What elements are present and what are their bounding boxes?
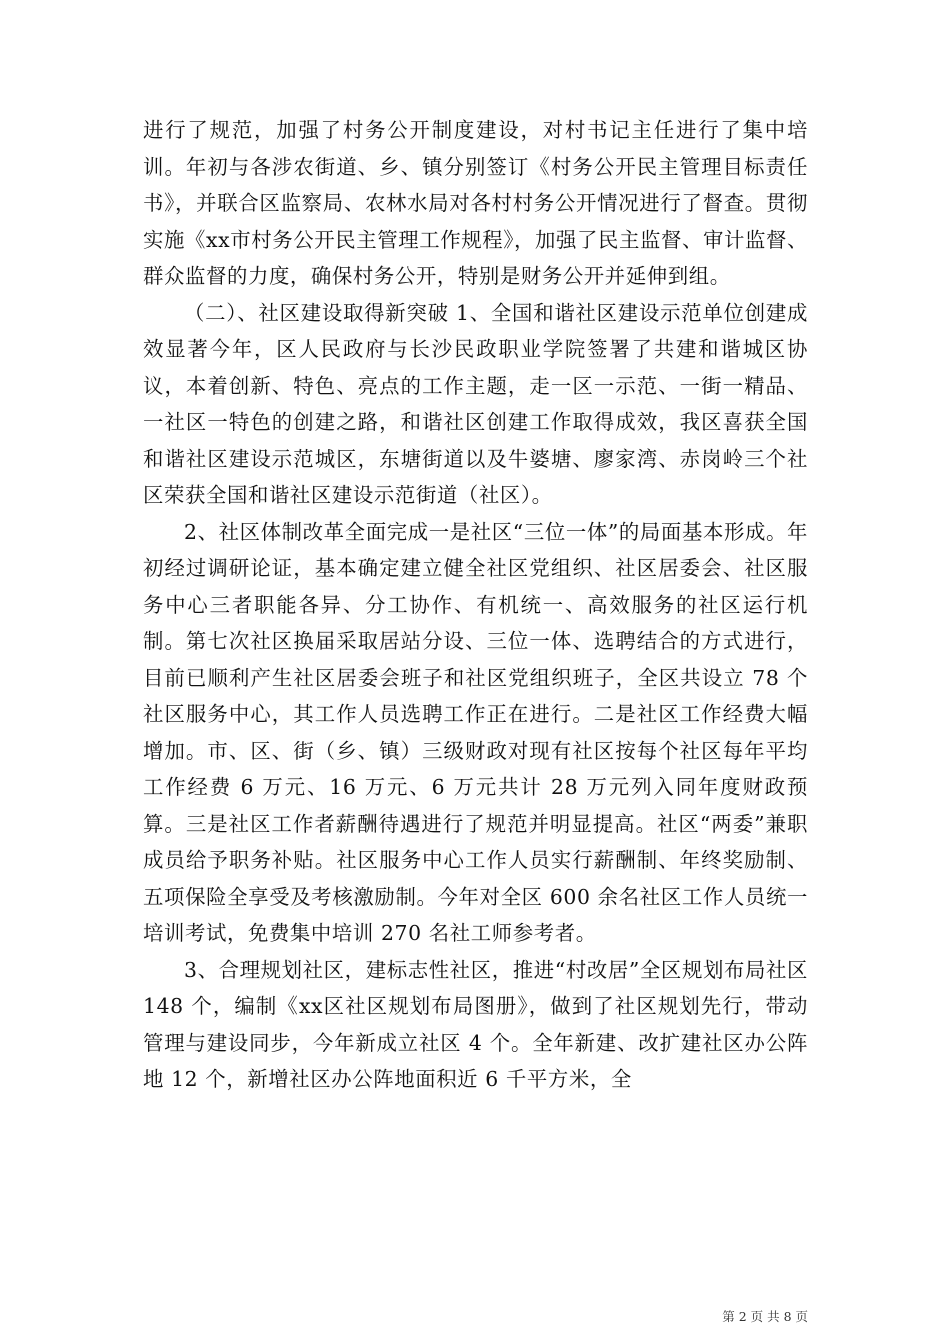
page-number-footer: 第 2 页 共 8 页 bbox=[722, 1309, 808, 1324]
paragraph-community-planning: 3、合理规划社区，建标志性社区，推进“村改居”全区规划布局社区 148 个，编制《xx区社区规划布局图册》，做到了社区规划先行，带动管理与建设同步，今年新成立社区 4 个。全年新建、改扩建社区办公阵地 12 个，新增社区办公阵地面积近 6 千平方米，全 bbox=[143, 957, 808, 1091]
paragraph-system-reform: 2、社区体制改革全面完成一是社区“三位一体”的局面基本形成。年初经过调研论证，基本确定建立健全社区党组织、社区居委会、社区服务中心三者职能各异、分工协作、有机统一、高效服务的社区运行机制。第七次社区换届采取居站分设、三位一体、选聘结合的方式进行，目前已顺利产生社区居委会班子和社区党组织班子，全区共设立 78 个社区服务中心，其工作人员选聘工作正在进行。二是社区工作经费大幅增加。市、区、街（乡、镇）三级财政对现有社区按每个社区每年平均工作经费 6 万元、16 万元、6 万元共计 28 万元列入同年度财政预算。三是社区工作者薪酬待遇进行了规范并明显提高。社区“两委”兼职成员给予职务补贴。社区服务中心工作人员实行薪酬制、年终奖励制、五项保险全享受及考核激励制。今年对全区 600 余名社区工作人员统一培训考试，免费集中培训 270 名社工师参考者。 bbox=[143, 519, 808, 945]
paragraph-community-breakthrough: （二）、社区建设取得新突破 1、全国和谐社区建设示范单位创建成效显著今年，区人民政府与长沙民政职业学院签署了共建和谐城区协议，本着创新、特色、亮点的工作主题，走一区一示范、一街一精品、一社区一特色的创建之路，和谐社区创建工作取得成效，我区喜获全国和谐社区建设示范城区，东塘街道以及牛婆塘、廖家湾、赤岗岭三个社区荣获全国和谐社区建设示范街道（社区）。 bbox=[143, 300, 808, 507]
document-body bbox=[143, 112, 808, 1098]
paragraph-village-affairs: 进行了规范，加强了村务公开制度建设，对村书记主任进行了集中培训。年初与各涉农街道、乡、镇分别签订《村务公开民主管理目标责任书》，并联合区监察局、农林水局对各村村务公开情况进行了督查。贯彻实施《xx市村务公开民主管理工作规程》，加强了民主监督、审计监督、群众监督的力度，确保村务公开，特别是财务公开并延伸到组。 bbox=[143, 118, 808, 288]
